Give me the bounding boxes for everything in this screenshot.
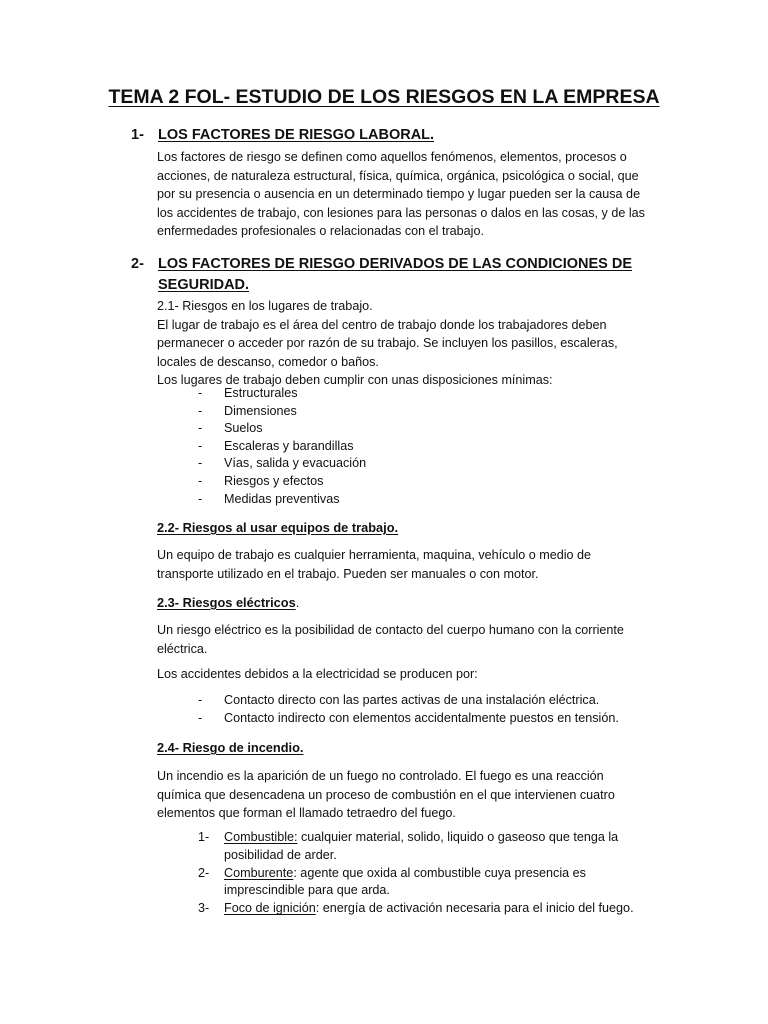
- document-title: TEMA 2 FOL- ESTUDIO DE LOS RIESGOS EN LA EMPRESA: [108, 86, 660, 108]
- subsection-2-4-title: 2.4- Riesgo de incendio.: [157, 740, 304, 755]
- subsection-2-3-paragraph: Un riesgo eléctrico es la posibilidad de contacto del cuerpo humano con la corriente eléctrica.: [157, 623, 624, 656]
- fire-tetrahedron-list: [198, 829, 658, 918]
- subsection-2-1: 2.1- Riesgos en los lugares de trabajo. El lugar de trabajo es el área del centro de trabajo donde los trabajadores deben permanecer o acceder por razón de su trabajo. Se incluyen los pasillos, escaleras, locales de descanso, comedor o baños. Los lugares de trabajo deben cumplir con unas disposiciones mínimas:: [157, 299, 618, 387]
- list-item: 2- Comburente: agente que oxida al combustible cuya presencia es imprescindible para que arda.: [198, 865, 586, 898]
- subsection-2-4-paragraph: Un incendio es la aparición de un fuego no controlado. El fuego es una reacción química que desencadena un proceso de combustión en el que intervienen cuatro elementos que forman el llamado tetraedro del fuego.: [157, 769, 615, 820]
- subsection-2-2-paragraph: Un equipo de trabajo es cualquier herramienta, maquina, vehículo o medio de transporte utilizado en el trabajo. Pueden ser manuales o con motor.: [157, 548, 592, 581]
- list-item: 3- Foco de ignición: energía de activación necesaria para el inicio del fuego.: [198, 901, 634, 916]
- subsection-2-3-title: 2.3- Riesgos eléctricos.: [157, 595, 300, 610]
- subsection-2-2-title: 2.2- Riesgos al usar equipos de trabajo.: [157, 520, 399, 535]
- document-page: TEMA 2 FOL- ESTUDIO DE LOS RIESGOS EN LA EMPRESA 1- LOS FACTORES DE RIESGO LABORAL. Los factores de riesgo se definen como aquellos fenómenos, elementos, procesos o acciones, de naturaleza estructural, física, química, orgánica, psicológica o social, que por su presencia o ausencia en un determinado tiempo y lugar pueden ser la causa de los accidentes de trabajo, con lesiones para las personas o dalos en las cosas, y de las enfermedades profesionales o relacionadas con el trabajo. 2- LOS FACTORES DE RIESGO DERIVADOS DE LAS CONDICIONES DE SEGURIDAD. 2.1- Riesgos en los lugares de trabajo. El lugar de trabajo es el área del centro de trabajo donde los trabajadores deben permanecer o acceder por razón de su trabajo. Se incluyen los pasillos, escaleras, locales de descanso, comedor o baños. Los lugares de trabajo deben cumplir con unas disposiciones mínimas: - Estructurales - Dimensiones - Suelos - Escaleras y barandillas - Vías, salida y evacuación - Riesgos y efectos - Medidas preventivas 2.2- Riesgos al usar equipos de trabajo. Un equipo de trabajo es cualquier herramienta, maquina, vehículo o medio de transporte utilizado en el trabajo. Pueden ser manuales o con motor. 2.3- Riesgos eléctricos. Un riesgo eléctrico es la posibilidad de contacto del cuerpo humano con la corriente eléctrica. Los accidentes debidos a la electricidad se producen por: - Contacto directo con las partes activas de una instalación eléctrica. - Contacto indirecto con elementos accidentalmente puestos en tensión. 2.4- Riesgo de incendio. Un incendio es la aparición de un fuego no controlado. El fuego es una reacción química que desencadena un proceso de combustión en el que intervienen cuatro elementos que forman el llamado tetraedro del fuego. 1- Combustible: cualquier material, solido, liquido o gaseoso que tenga la posibilidad de arder. 2- Comburente: agente que oxida al combustible cuya presencia es imprescindible para que arda. 3- Foco de ignición: energía de activación necesaria para el inicio del fuego.: [0, 0, 768, 1024]
- list-item: 1- Combustible: cualquier material, solido, liquido o gaseoso que tenga la posibilidad de arder.: [198, 830, 619, 862]
- subsection-2-3-intro: Los accidentes debidos a la electricidad se producen por:: [157, 667, 478, 681]
- section-1-paragraph: Los factores de riesgo se definen como aquellos fenómenos, elementos, procesos o acciones, de naturaleza estructural, física, química, orgánica, psicológica o social, que por su presencia o ausencia en un determinado tiempo y lugar pueden ser la causa de los accidentes de trabajo, con lesiones para las personas o dalos en las cosas, y de las enfermedades profesionales o relacionadas con el trabajo.: [157, 150, 645, 238]
